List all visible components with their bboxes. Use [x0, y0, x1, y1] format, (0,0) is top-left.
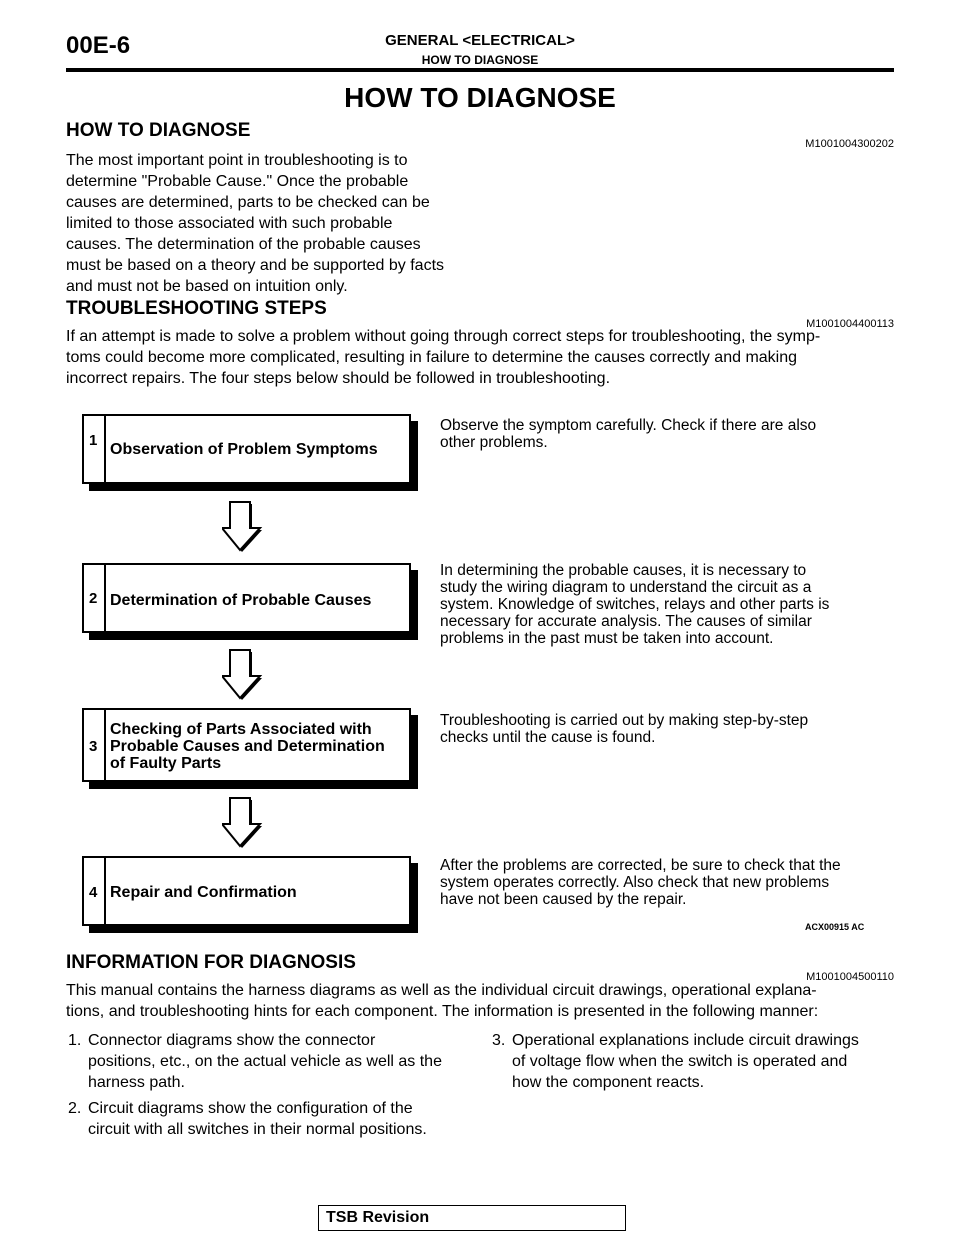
down-arrow-icon	[222, 500, 266, 556]
step-description-line: study the wiring diagram to understand the circuit as a	[440, 579, 812, 596]
step-description-2	[440, 562, 900, 647]
list-line: Connector diagrams show the connector	[88, 1032, 376, 1049]
step-description-line: After the problems are corrected, be sure to check that the	[440, 857, 841, 874]
step-label-line: Repair and Confirmation	[110, 884, 297, 901]
step-description-line: Observe the symptom carefully. Check if there are also	[440, 417, 817, 434]
body-line: and must not be based on intuition only.	[66, 278, 348, 295]
step-description-1	[440, 417, 900, 451]
list-marker: 3.	[492, 1032, 506, 1049]
section-body-how-to-diagnose	[66, 150, 486, 297]
page-number: 00E-6	[66, 32, 131, 59]
step-label-line: Observation of Problem Symptoms	[110, 441, 378, 458]
step-number: 1	[89, 432, 98, 449]
list-line: Operational explanations include circuit drawings	[512, 1032, 859, 1049]
header-subtitle: HOW TO DIAGNOSE	[421, 53, 539, 67]
step-description-line: necessary for accurate analysis. The causes of similar	[440, 613, 812, 630]
body-line: limited to those associated with such probable	[66, 215, 393, 232]
list-item-text	[68, 1030, 488, 1093]
step-description-line: system operates correctly. Also check that new problems	[440, 874, 830, 891]
step-number: 2	[89, 590, 98, 607]
step-label	[110, 441, 405, 458]
step-description-line: system. Knowledge of switches, relays and other parts is	[440, 596, 830, 613]
list-item	[68, 1098, 488, 1140]
step-label-line: of Faulty Parts	[110, 755, 222, 772]
step-description-4	[440, 857, 900, 908]
down-arrow-icon	[222, 648, 266, 704]
body-line: determine "Probable Cause." Once the probable	[66, 173, 409, 190]
list-item-text	[68, 1098, 488, 1140]
section-body-information	[66, 980, 896, 1022]
body-line: causes. The determination of the probable causes	[66, 236, 421, 253]
step-description-line: have not been caused by the repair.	[440, 891, 687, 908]
step-description-line: In determining the probable causes, it is necessary to	[440, 562, 807, 579]
body-line: causes are determined, parts to be checked can be	[66, 194, 430, 211]
step-number: 3	[89, 738, 98, 755]
list-item-text	[492, 1030, 912, 1093]
step-box-2	[82, 563, 411, 633]
footer-label: TSB Revision	[326, 1209, 430, 1226]
list-item	[492, 1030, 912, 1093]
section-heading-troubleshooting-steps: TROUBLESHOOTING STEPS	[66, 298, 327, 319]
section-code-troubleshooting-steps: M1001004400113	[806, 318, 894, 330]
body-line: This manual contains the harness diagrams as well as the individual circuit drawings, operational explana-	[66, 982, 817, 999]
step-label-line: Checking of Parts Associated with	[110, 721, 372, 738]
figure-id: ACX00915 AC	[805, 922, 865, 932]
body-line: incorrect repairs. The four steps below should be followed in troubleshooting.	[66, 370, 611, 387]
step-description-line: Troubleshooting is carried out by making step-by-step	[440, 712, 809, 729]
body-line: toms could become more complicated, resulting in failure to determine the causes correctly and making	[66, 349, 798, 366]
step-description-line: other problems.	[440, 434, 548, 451]
list-marker: 1.	[68, 1032, 82, 1049]
section-heading-how-to-diagnose: HOW TO DIAGNOSE	[66, 120, 251, 141]
step-label	[110, 721, 405, 772]
step-box-3	[82, 708, 411, 782]
header-title: GENERAL <ELECTRICAL>	[385, 32, 575, 49]
step-description-line: problems in the past must be taken into account.	[440, 630, 774, 647]
step-number-column	[84, 416, 106, 482]
step-label-line: Probable Causes and Determination	[110, 738, 385, 755]
list-line: how the component reacts.	[512, 1074, 705, 1091]
step-label	[110, 592, 405, 609]
list-line: circuit with all switches in their normal positions.	[88, 1121, 427, 1138]
body-line: If an attempt is made to solve a problem without going through correct steps for troubleshooting, the symp-	[66, 328, 821, 345]
body-line: tions, and troubleshooting hints for each component. The information is presented in the following manner:	[66, 1003, 819, 1020]
section-body-troubleshooting-steps	[66, 326, 896, 389]
step-label-line: Determination of Probable Causes	[110, 592, 372, 609]
list-line: positions, etc., on the actual vehicle as well as the	[88, 1053, 442, 1070]
list-item	[68, 1030, 488, 1093]
list-line: harness path.	[88, 1074, 185, 1091]
body-line: must be based on a theory and be supported by facts	[66, 257, 445, 274]
list-line: of voltage flow when the switch is operated and	[512, 1053, 848, 1070]
step-description-3	[440, 712, 900, 746]
list-line: Circuit diagrams show the configuration of the	[88, 1100, 413, 1117]
section-code-information: M1001004500110	[806, 971, 894, 983]
step-label	[110, 884, 405, 901]
section-code-how-to-diagnose: M1001004300202	[805, 138, 894, 150]
page-title: HOW TO DIAGNOSE	[344, 82, 616, 113]
step-box-4	[82, 856, 411, 926]
step-box-1	[82, 414, 411, 484]
header-rule	[66, 68, 894, 72]
down-arrow-icon	[222, 796, 266, 852]
step-number: 4	[89, 884, 98, 901]
list-marker: 2.	[68, 1100, 82, 1117]
body-line: The most important point in troubleshooting is to	[66, 152, 408, 169]
step-description-line: checks until the cause is found.	[440, 729, 656, 746]
section-heading-information: INFORMATION FOR DIAGNOSIS	[66, 952, 356, 973]
